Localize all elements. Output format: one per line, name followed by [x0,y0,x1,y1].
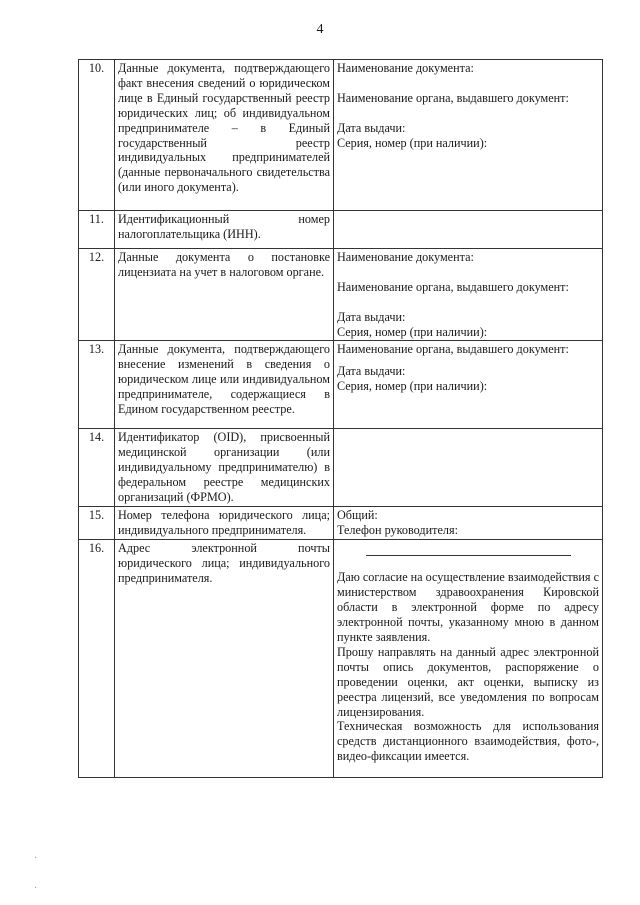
request-paragraph: Прошу направлять на данный адрес электронной почты опись документов, распоряжение о проведении оценки, акт оценки, выписку из реестра лицензий, все уведомления по вопросам лицензирования. [337,644,599,719]
field-phone-general: Общий: [337,508,378,523]
row-fields [334,507,603,540]
row-fields [334,211,603,249]
field-issue-date: Дата выдачи: [337,120,406,135]
row-fields [334,341,603,429]
scan-mark: · [34,853,38,864]
field-issue-date: Дата выдачи: [337,364,406,379]
field-issuing-authority: Наименование органа, выдавшего документ: [337,342,569,357]
table-row [79,341,603,429]
row-fields [334,429,603,507]
table-row [79,60,603,211]
row-number: 14. [79,429,115,507]
table-row [79,540,603,778]
table-row [79,429,603,507]
row-description: Адрес электронной почты юридического лица; индивидуального предпринимателя. [115,540,334,778]
row-number: 13. [79,341,115,429]
row-description: Данные документа о постановке лицензиата на учет в налоговом органе. [115,249,334,341]
row-description: Данные документа, подтверждающего факт внесения сведений о юридическом лице в Единый государственный реестр юридических лиц; об индивидуальном предпринимателе – в Единый государственный реестр индивидуальных предпринимателей (данные первоначального свидетельства (или иного документа). [115,60,334,211]
row-number: 11. [79,211,115,249]
field-document-name: Наименование документа: [337,61,474,75]
field-issuing-authority: Наименование органа, выдавшего документ: [337,90,569,105]
row-description: Идентификатор (OID), присвоенный медицинской организации (или индивидуальному предпринимателю) в федеральном реестре медицинских организаций (ФРМО). [115,429,334,507]
field-series-number: Серия, номер (при наличии): [337,379,488,394]
row-description: Номер телефона юридического лица; индивидуального предпринимателя. [115,507,334,540]
email-blank-line [366,549,571,556]
table-row [79,249,603,341]
technical-paragraph: Техническая возможность для использования средств дистанционного взаимодействия, фото-, видео-фиксации имеется. [337,719,599,764]
row-fields [334,249,603,341]
row-number: 15. [79,507,115,540]
field-issue-date: Дата выдачи: [337,309,406,324]
field-issuing-authority: Наименование органа, выдавшего документ: [337,279,569,294]
row-number: 16. [79,540,115,778]
row-fields [334,60,603,211]
field-phone-director: Телефон руководителя: [337,523,458,538]
consent-paragraph: Даю согласие на осуществление взаимодействия с министерством здравоохранения Кировской области в электронной форме по адресу электронной почты, указанному мною в данном пункте заявления. [337,570,599,645]
table-row [79,211,603,249]
page-number: 4 [316,22,324,37]
row-number: 10. [79,60,115,211]
row-description: Идентификационный номер налогоплательщика (ИНН). [115,211,334,249]
table-row [79,507,603,540]
row-number: 12. [79,249,115,341]
row-fields [334,540,603,778]
scan-mark: · [34,883,38,894]
field-series-number: Серия, номер (при наличии): [337,135,488,150]
application-table [78,59,603,778]
field-series-number: Серия, номер (при наличии): [337,324,488,339]
field-document-name: Наименование документа: [337,250,474,264]
row-description: Данные документа, подтверждающего внесение изменений в сведения о юридическом лице или индивидуальном предпринимателе, содержащиеся в Едином государственном реестре. [115,341,334,429]
